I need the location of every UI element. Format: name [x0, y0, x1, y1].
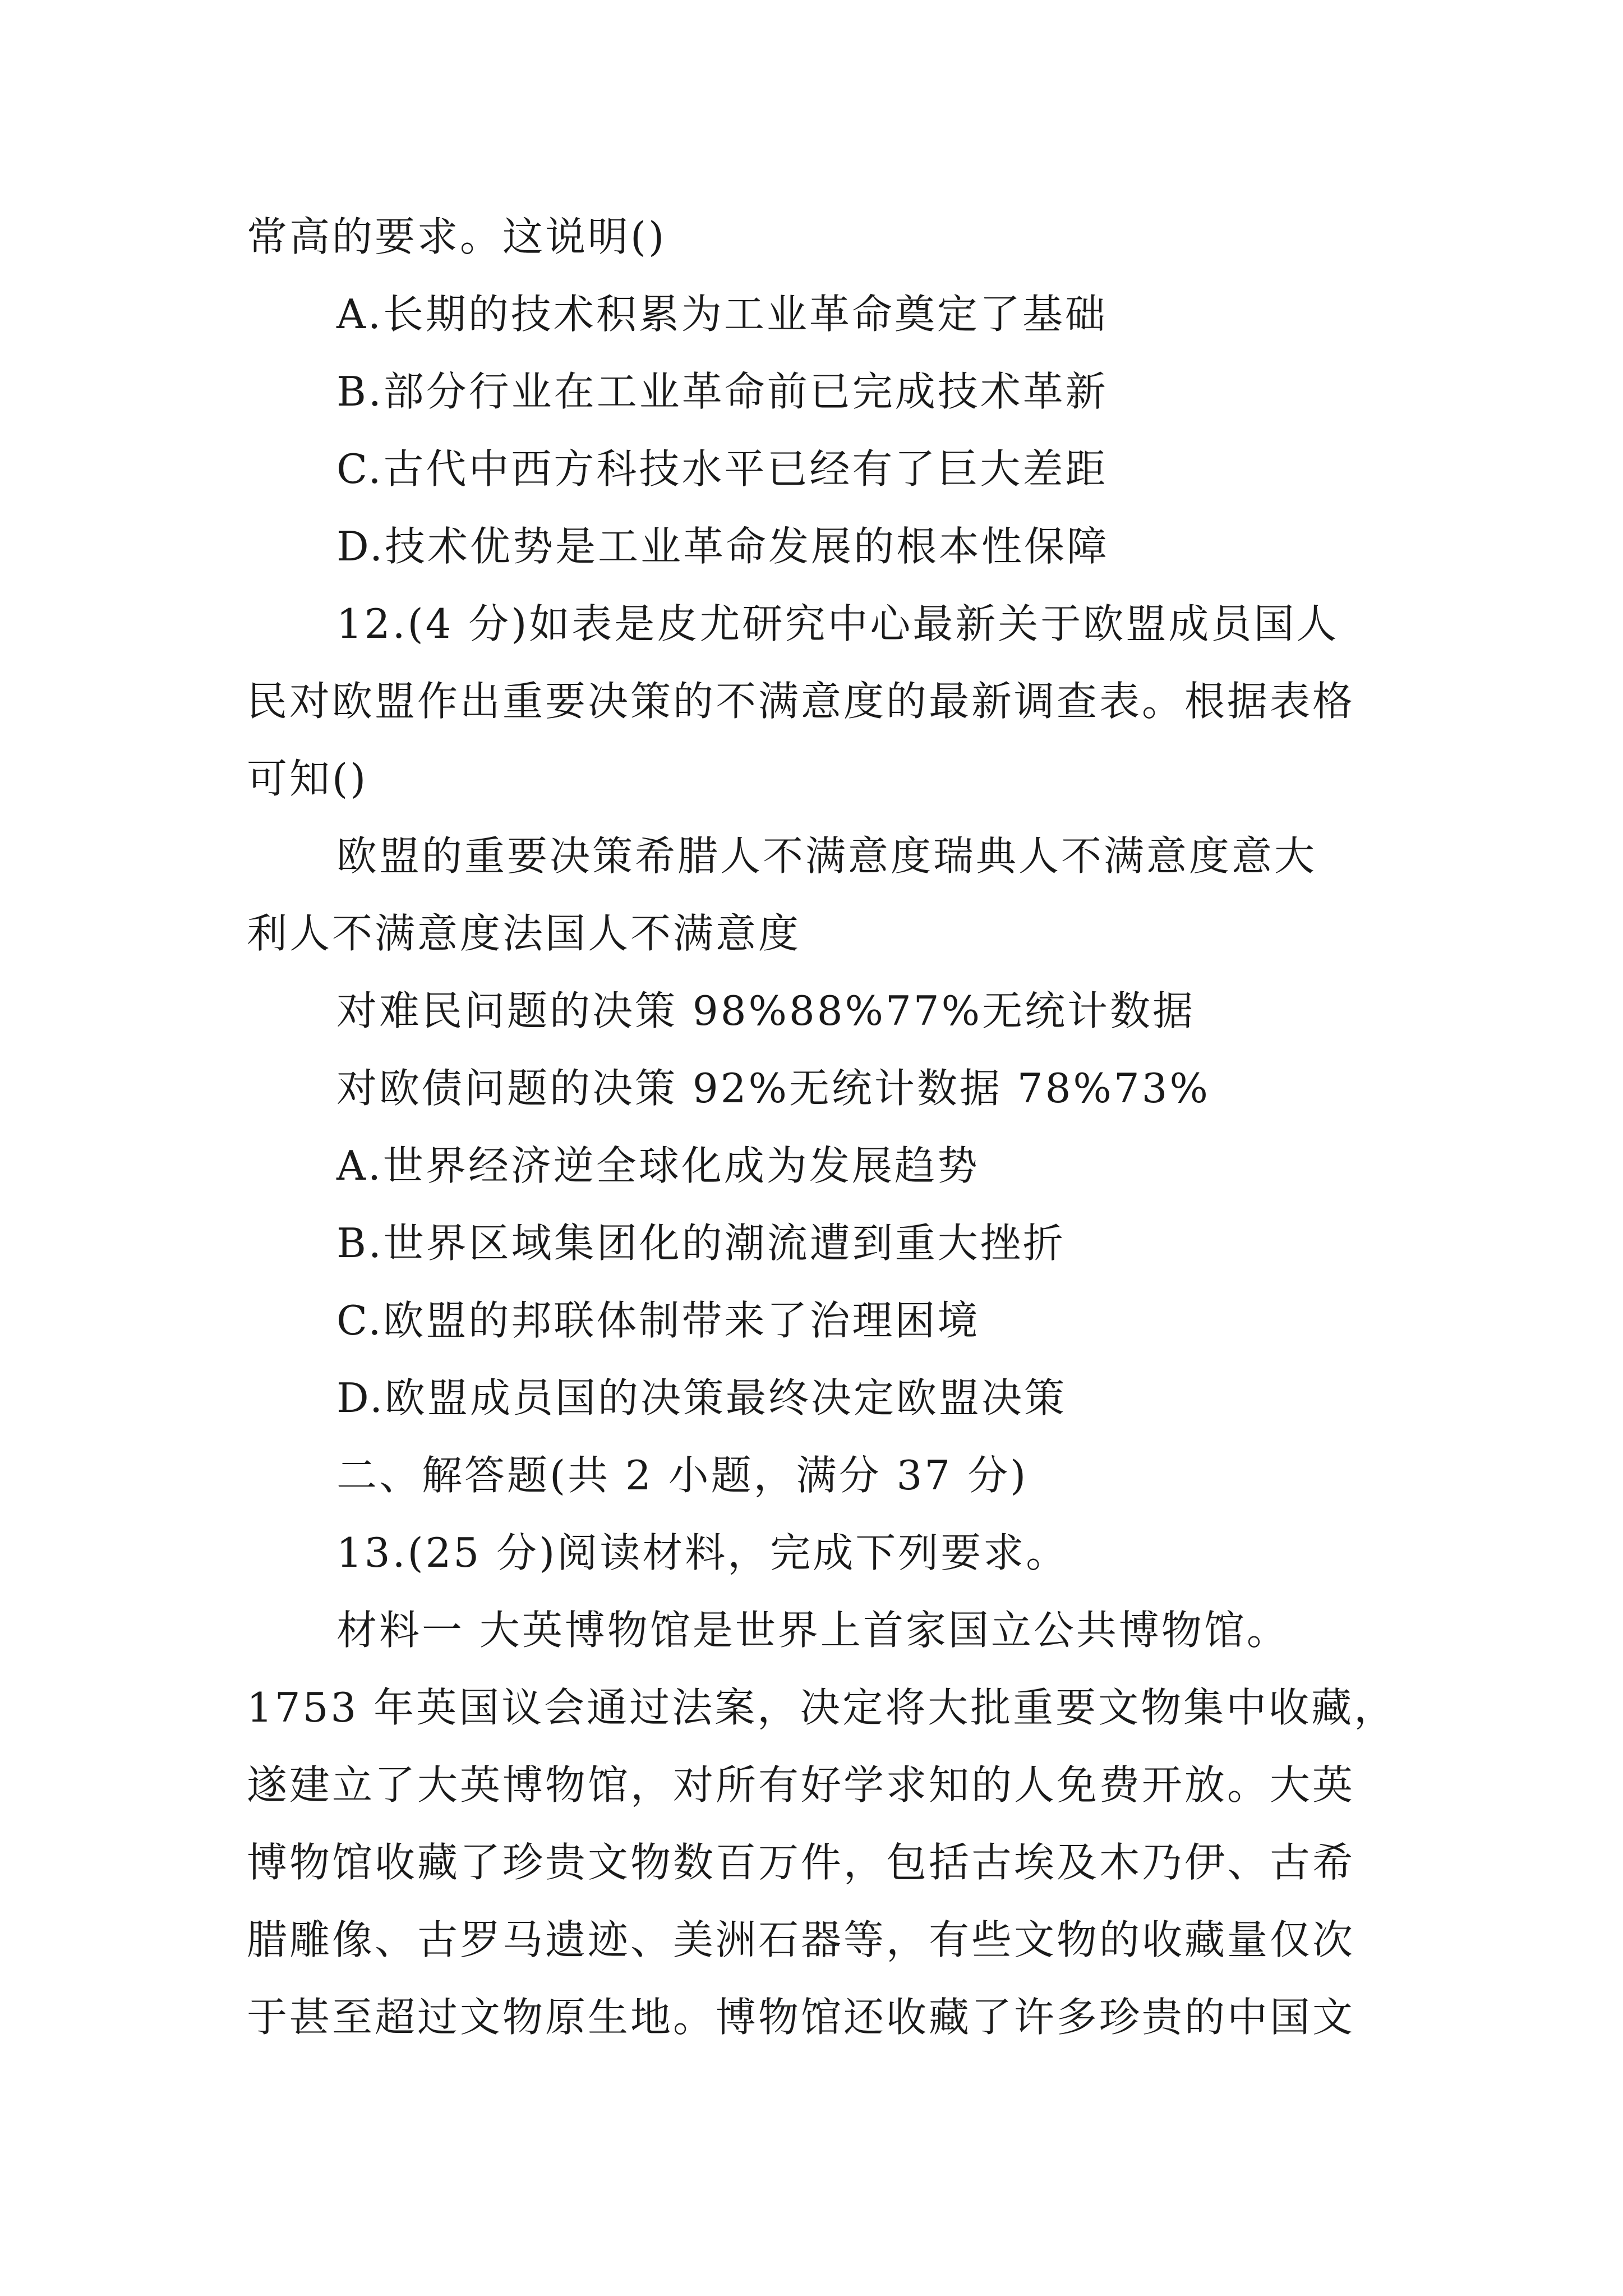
- option-c: C.欧盟的邦联体制带来了治理困境: [336, 1297, 980, 1344]
- table-header: 欧盟的重要决策希腊人不满意度瑞典人不满意度意大: [336, 832, 1317, 880]
- option-a: A.长期的技术积累为工业革命奠定了基础: [336, 291, 1108, 338]
- table-row: 对欧债问题的决策 92%无统计数据 78%73%: [336, 1065, 1210, 1112]
- text-line: 腊雕像、古罗马遗迹、美洲石器等，有些文物的收藏量仅次: [247, 1916, 1355, 1963]
- option-d: D.欧盟成员国的决策最终决定欧盟决策: [336, 1374, 1067, 1421]
- text-line: 博物馆收藏了珍贵文物数百万件，包括古埃及木乃伊、古希: [247, 1839, 1355, 1886]
- material-paragraph: 材料一 大英博物馆是世界上首家国立公共博物馆。: [336, 1607, 1289, 1654]
- text-line: 可知(): [247, 755, 368, 802]
- text-line: 遂建立了大英博物馆，对所有好学求知的人免费开放。大英: [247, 1761, 1355, 1809]
- text-line: 于甚至超过文物原生地。博物馆还收藏了许多珍贵的中国文: [247, 1994, 1355, 2041]
- option-b: B.部分行业在工业革命前已完成技术革新: [336, 368, 1108, 415]
- option-b: B.世界区域集团化的潮流遭到重大挫折: [336, 1220, 1066, 1267]
- option-a: A.世界经济逆全球化成为发展趋势: [336, 1142, 980, 1189]
- table-row: 对难民问题的决策 98%88%77%无统计数据: [336, 987, 1195, 1034]
- option-d: D.技术优势是工业革命发展的根本性保障: [336, 523, 1110, 570]
- text-line: 民对欧盟作出重要决策的不满意度的最新调查表。根据表格: [247, 678, 1355, 725]
- question-12: 12.(4 分)如表是皮尤研究中心最新关于欧盟成员国人: [336, 600, 1339, 647]
- question-13: 13.(25 分)阅读材料，完成下列要求。: [336, 1529, 1069, 1576]
- option-c: C.古代中西方科技水平已经有了巨大差距: [336, 445, 1108, 493]
- table-header-cont: 利人不满意度法国人不满意度: [247, 910, 801, 957]
- text-line: 1753 年英国议会通过法案，决定将大批重要文物集中收藏，: [247, 1684, 1397, 1731]
- section-heading: 二、解答题(共 2 小题，满分 37 分): [336, 1452, 1029, 1499]
- text-line: 常高的要求。这说明(): [247, 213, 667, 260]
